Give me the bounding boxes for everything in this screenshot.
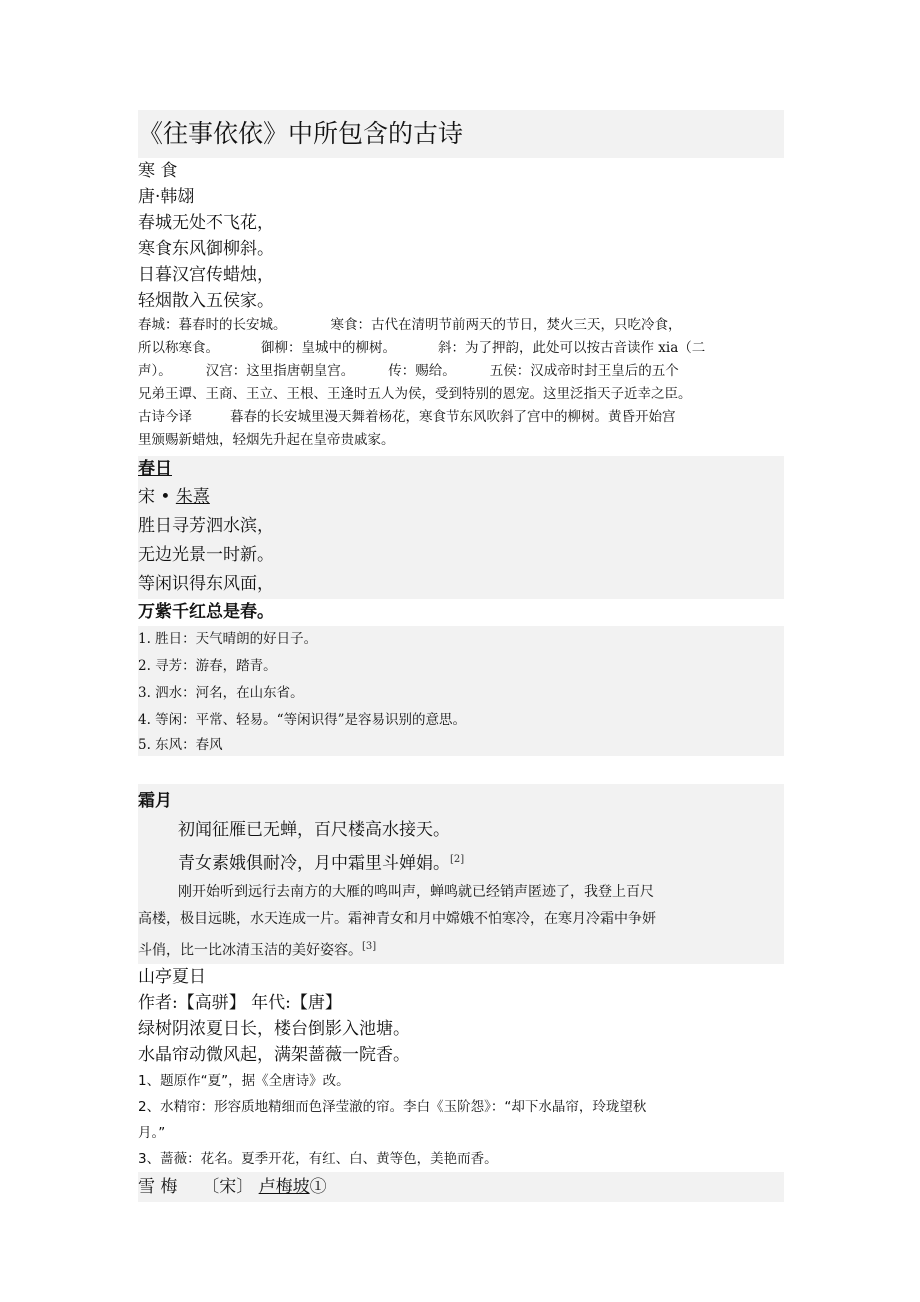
page-title: 《往事依依》中所包含的古诗 [138, 110, 784, 158]
annotation: 斜：为了押韵，此处可以按古音读作 xia（二 [438, 340, 706, 356]
poem-line: 水晶帘动微风起，满架蔷薇一院香。 [138, 1045, 410, 1066]
poem-line: 日暮汉宫传蜡烛， [138, 265, 274, 285]
poem-line: 等闲识得东风面， [138, 574, 274, 594]
translation-text: 里颁赐新蜡烛，轻烟先升起在皇帝贵戚家。 [138, 432, 395, 448]
poem-heading-xuemei [138, 1172, 784, 1202]
annotation: 所以称寒食。 [138, 340, 219, 356]
list-item: 5. 东风：春风 [138, 737, 223, 753]
annotation: 汉宫：这里指唐朝皇宫。 [205, 363, 355, 379]
annotation: 2、水精帘：形容质地精细而色泽莹澈的帘。李白《玉阶怨》：“却下水晶帘，玲珑望秋 [138, 1099, 647, 1116]
poem-line: 初闻征雁已无蝉，百尺楼高水接天。 [178, 820, 450, 840]
poem-title-shanting: 山亭夏日 [138, 967, 206, 988]
annotations-hanshi [138, 314, 784, 452]
poem-title-chunri: 春日 [138, 459, 172, 479]
annotations-shanting [138, 1068, 784, 1172]
poem-block-shuangyue [138, 784, 784, 964]
annotation: 兄弟王谭、王商、王立、王根、王逢时五人为侯，受到特别的恩宠。这里泛指天子近幸之臣。 [138, 386, 692, 402]
poem-line: 青女素娥俱耐冷，月中霜里斗婵娟。[2] [178, 853, 465, 874]
list-item: 3. 泗水：河名，在山东省。 [138, 685, 304, 701]
poem-line: 轻烟散入五侯家。 [138, 291, 274, 311]
poem-title-xuemei: 雪 梅 [138, 1177, 178, 1198]
poem-line: 无边光景一时新。 [138, 545, 274, 565]
poem-line: 寒食东风御柳斜。 [138, 239, 274, 259]
annotation: 传：赐给。 [388, 363, 456, 379]
translation-label: 古诗今译 [138, 409, 192, 425]
poem-line: 绿树阴浓夏日长，楼台倒影入池塘。 [138, 1019, 410, 1040]
translation-text: 暮春的长安城里漫天舞着杨花，寒食节东风吹斜了宫中的柳树。黄昏开始宫 [230, 409, 676, 425]
poem-line: 春城无处不飞花， [138, 213, 274, 233]
footnote-mark: ① [309, 1177, 327, 1198]
author-link[interactable]: 朱熹 [175, 487, 210, 507]
list-item: 4. 等闲：平常、轻易。“等闲识得”是容易识别的意思。 [138, 712, 466, 728]
author-link[interactable]: 卢梅坡 [258, 1177, 310, 1198]
annotation: 寒食：古代在清明节前两天的节日，焚火三天，只吃冷食， [330, 317, 682, 333]
annotation: 声）。 [138, 363, 172, 379]
annotation: 御柳：皇城中的柳树。 [261, 340, 396, 356]
annotation: 3、蔷薇：花名。夏季开花，有红、白、黄等色，美艳而香。 [138, 1151, 498, 1168]
annotation: 1、题原作“夏”，据《全唐诗》改。 [138, 1073, 350, 1090]
poem-author-chunri: 宋 • 朱熹 [138, 487, 210, 507]
poem-title-shuangyue: 霜月 [138, 791, 172, 811]
poem-line: 胜日寻芳泗水滨， [138, 516, 274, 536]
footnote-ref[interactable]: [3] [362, 940, 377, 952]
annotation: 五侯：汉成帝时封王皇后的五个 [489, 363, 679, 379]
annotation: 春城：暮春时的长安城。 [138, 317, 287, 333]
poem-line-bold: 万紫千红总是春。 [138, 602, 274, 622]
list-item: 1. 胜日：天气晴朗的好日子。 [138, 631, 318, 647]
poem-author-hanshi: 唐·韩翃 [138, 187, 195, 207]
poem-block-chunri [138, 456, 784, 599]
footnote-ref[interactable]: [2] [450, 854, 465, 865]
poem-dynasty: 〔宋〕 [202, 1177, 254, 1198]
annotations-chunri [138, 626, 784, 756]
paraphrase: 刚开始听到远行去南方的大雁的鸣叫声，蝉鸣就已经销声匿迹了，我登上百尺 高楼，极目远眺，水天连成一片。霜神青女和月中嫦娥不怕寒冷，在寒月冷霜中争妍 斗俏，比一比冰清玉洁的美好姿容。[3] [138, 883, 656, 959]
poem-author-shanting: 作者:【高骈】 年代:【唐】 [138, 993, 342, 1014]
poem-title-hanshi: 寒 食 [138, 161, 178, 181]
annotation: 月。” [138, 1125, 166, 1142]
document-page [138, 110, 784, 1202]
list-item: 2. 寻芳：游春，踏青。 [138, 658, 277, 674]
